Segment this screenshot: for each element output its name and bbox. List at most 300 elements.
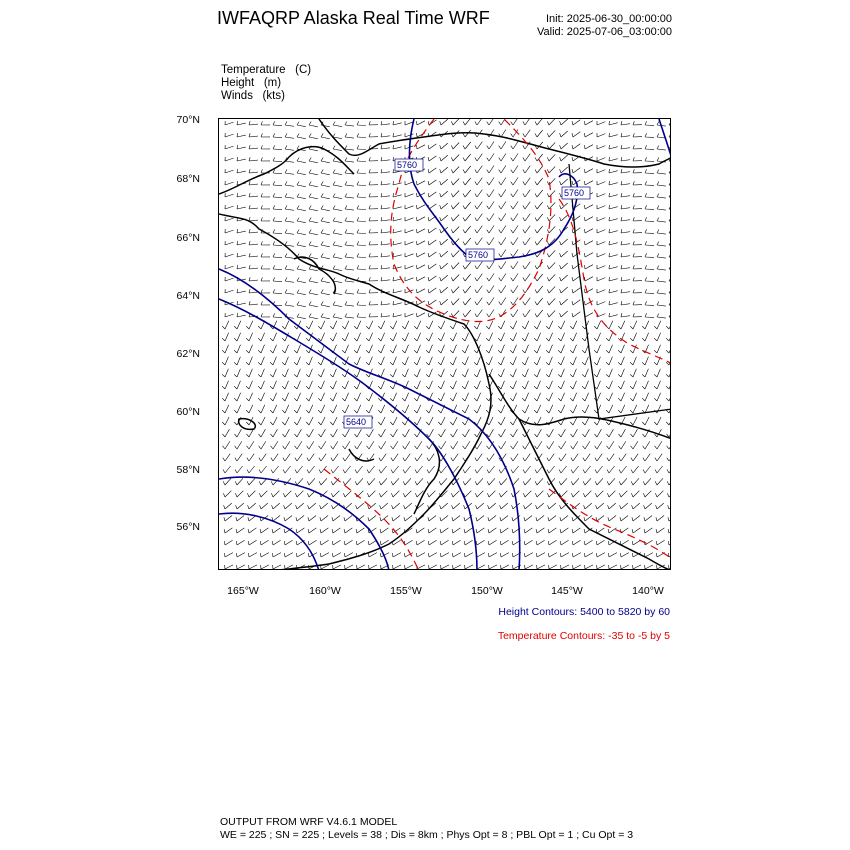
wind-barb [381, 265, 390, 269]
wind-barb [560, 311, 568, 317]
wind-barb [258, 357, 264, 365]
wind-barb [523, 478, 531, 485]
wind-barb [417, 205, 426, 209]
wind-barb [535, 238, 543, 245]
wind-barb [594, 321, 601, 329]
wind-barb [330, 321, 337, 329]
wind-barb [402, 393, 408, 401]
wind-barb [282, 393, 288, 401]
wind-barb [547, 154, 555, 161]
wind-barb [669, 242, 671, 247]
wind-barb [234, 345, 240, 353]
wind-barb [225, 289, 234, 293]
wind-barb [594, 345, 600, 353]
wind-barb [246, 369, 252, 377]
wind-barb [321, 314, 330, 319]
wind-barb [656, 503, 664, 509]
wind-barb [558, 321, 565, 329]
wind-barb [405, 181, 413, 185]
wind-barb [261, 253, 270, 257]
wind-barb [657, 254, 666, 259]
wind-barb [321, 170, 330, 175]
wind-barb [498, 417, 505, 425]
wind-barb [321, 182, 330, 187]
wind-barb [415, 454, 422, 461]
wind-barb [379, 466, 387, 473]
wind-barb [378, 333, 384, 341]
wind-barb [632, 516, 640, 522]
wind-barb [572, 540, 580, 545]
wind-barb [223, 491, 231, 497]
wind-barb [621, 193, 630, 197]
wind-barb [654, 381, 660, 389]
wind-barb [321, 134, 330, 139]
wind-barb [272, 553, 281, 557]
wind-barb [309, 182, 318, 187]
wind-barb [402, 405, 409, 413]
wind-barb [523, 466, 531, 473]
wind-barb [596, 528, 604, 533]
wind-barb [390, 357, 396, 365]
wind-barb [380, 503, 388, 509]
wind-barb [236, 516, 244, 522]
wind-barb [597, 217, 605, 221]
wind-barb [357, 265, 366, 269]
wind-barb [354, 357, 360, 365]
wind-barb [331, 429, 338, 437]
wind-barb [331, 454, 338, 461]
wind-barb [440, 553, 449, 557]
wind-barb [296, 528, 304, 533]
wind-barb [451, 454, 458, 461]
wind-barb [285, 278, 294, 283]
wind-barb [271, 491, 279, 497]
wind-barb [487, 178, 494, 186]
wind-barb [644, 516, 652, 522]
wind-barb [546, 345, 552, 353]
wind-barb [330, 393, 336, 401]
wind-barb [391, 441, 398, 449]
wind-barb [463, 190, 471, 197]
wind-barb [621, 157, 630, 161]
wind-barb [307, 429, 314, 437]
wind-barb [511, 262, 518, 270]
wind-barb [572, 553, 581, 557]
wind-barb [499, 429, 506, 437]
wind-barb [378, 357, 384, 365]
wind-barb [237, 229, 246, 233]
wind-barb [235, 454, 242, 461]
wind-barb [463, 466, 471, 473]
wind-barb [355, 429, 362, 437]
wind-barb [306, 405, 313, 413]
wind-barb [355, 466, 363, 473]
wind-barb [606, 345, 612, 353]
wind-barb [282, 345, 288, 353]
wind-barb [393, 301, 402, 305]
wind-barb [546, 381, 552, 389]
wind-barb [236, 503, 244, 509]
wind-barb [451, 155, 459, 162]
wind-barb [523, 154, 530, 161]
contour-label: 5760 [564, 188, 585, 198]
wind-barb [414, 381, 420, 389]
wind-barb [631, 466, 639, 473]
wind-barb [249, 181, 258, 185]
wind-barb [631, 429, 638, 437]
wind-barb [667, 441, 671, 449]
wind-barb [381, 181, 390, 185]
wind-barb [475, 202, 483, 209]
wind-barb [223, 478, 231, 485]
wind-barb [607, 441, 614, 449]
wind-barb [645, 301, 654, 305]
wind-barb [630, 381, 636, 389]
wind-barb [368, 553, 377, 557]
wind-barb [597, 145, 605, 149]
wind-barb [499, 190, 506, 198]
wind-barb [475, 142, 483, 149]
wind-barb [259, 466, 267, 473]
wind-barb [297, 290, 306, 295]
wind-barb [333, 242, 342, 247]
wind-barb [270, 405, 277, 413]
wind-barb [559, 454, 566, 461]
wind-barb [294, 381, 300, 389]
wind-barb [247, 478, 255, 485]
wind-barb [309, 290, 318, 295]
wind-barb [464, 540, 472, 545]
wind-barb [475, 190, 483, 197]
wind-barb [270, 345, 276, 353]
wind-barb [464, 528, 472, 533]
wind-barb [620, 516, 628, 522]
wind-barb [560, 131, 568, 137]
wind-barb [632, 503, 640, 509]
wind-barb [308, 503, 316, 509]
wind-barb [596, 516, 604, 522]
wind-barb [381, 133, 390, 137]
wind-barb [645, 133, 654, 137]
wind-barb [272, 503, 280, 509]
wind-barb [440, 503, 448, 509]
wind-barb [249, 241, 258, 245]
wind-barb [225, 121, 234, 125]
wind-barb [273, 565, 281, 569]
wind-barb [393, 229, 402, 233]
wind-barb [511, 154, 518, 162]
wind-barb [585, 313, 593, 317]
wind-barb [333, 254, 342, 259]
plot-title: IWFAQRP Alaska Real Time WRF [217, 8, 490, 28]
wind-barb [333, 565, 341, 569]
wind-barb [511, 429, 518, 437]
wind-barb [475, 274, 483, 281]
wind-barb [366, 405, 373, 413]
wind-barb [523, 262, 530, 269]
wind-barb [333, 206, 342, 211]
wind-barb [247, 491, 255, 497]
wind-barb [606, 333, 612, 341]
wind-barb [222, 333, 228, 341]
wind-barb [297, 314, 306, 319]
wind-barb [463, 298, 471, 305]
wind-barb [572, 528, 580, 533]
wind-barb [534, 393, 540, 401]
wind-barb [633, 289, 642, 293]
wind-barb [357, 289, 366, 293]
wind-barb [597, 157, 605, 161]
wind-barb [321, 158, 330, 163]
wind-barb [669, 182, 671, 187]
wind-barb [476, 540, 484, 545]
wind-barb [486, 333, 492, 341]
wind-barb [426, 321, 433, 329]
wind-barb [668, 503, 671, 509]
wind-barb [237, 157, 246, 161]
wind-barb [511, 454, 518, 461]
wind-barb [345, 254, 354, 259]
wind-barb [511, 166, 518, 174]
wind-barb [357, 169, 366, 173]
wind-barb [297, 182, 306, 187]
wind-barb [261, 157, 270, 161]
wind-barb [606, 369, 612, 377]
wind-barb [657, 266, 666, 271]
wind-barb [451, 429, 458, 437]
wind-barb [657, 302, 666, 307]
wind-barb [285, 290, 294, 295]
wind-barb [487, 214, 494, 222]
wind-barb [669, 314, 671, 319]
wind-barb [379, 454, 386, 461]
wind-barb [282, 417, 289, 425]
wind-barb [428, 288, 436, 293]
wind-barb [657, 206, 666, 211]
wind-barb [381, 217, 390, 221]
wind-barb [630, 333, 636, 341]
wind-barb [666, 345, 671, 353]
wind-barb [669, 266, 671, 271]
wind-barb [297, 218, 306, 223]
wind-barb [222, 417, 229, 425]
wind-barb [499, 142, 506, 150]
wind-barb [417, 289, 426, 293]
wind-barb [428, 528, 436, 533]
wind-barb [306, 417, 313, 425]
wind-barb [475, 226, 483, 233]
wind-barb [273, 145, 282, 149]
wind-barb [487, 274, 494, 282]
wind-barb [609, 253, 618, 257]
wind-barb [560, 516, 568, 522]
wind-barb [367, 491, 375, 497]
wind-barb [475, 214, 483, 221]
wind-barb [309, 158, 318, 163]
wind-barb [523, 454, 530, 461]
wind-barb [320, 503, 328, 509]
wind-barb [669, 290, 671, 295]
contour-label: 5760 [397, 160, 418, 170]
wind-barb [487, 226, 494, 234]
wind-barb [355, 478, 363, 485]
wind-barb [393, 565, 401, 569]
wind-barb [440, 251, 448, 257]
wind-barb [333, 194, 342, 199]
wind-barb [583, 429, 590, 437]
lat-label: 68°N [176, 173, 200, 185]
wind-barb [273, 169, 282, 173]
wind-barb [560, 299, 568, 305]
wind-barb [570, 381, 576, 389]
wind-barb [451, 203, 459, 210]
wind-barb [296, 503, 304, 509]
wind-barb [402, 321, 409, 329]
wind-barb [295, 491, 303, 497]
wind-barb [559, 429, 566, 437]
wind-barb [222, 357, 228, 365]
wind-barb [475, 262, 483, 269]
wind-barb [487, 310, 494, 318]
wind-barb [510, 345, 516, 353]
wind-barb [237, 241, 246, 245]
wind-barb [487, 238, 494, 246]
wind-barb [330, 381, 336, 389]
wind-barb [318, 381, 324, 389]
wind-barb [669, 194, 671, 199]
wind-barb [487, 491, 495, 497]
wind-barb [474, 405, 481, 413]
wind-barb [547, 274, 555, 281]
wind-barb [547, 441, 554, 449]
wind-barb [342, 381, 348, 389]
wind-barb [258, 369, 264, 377]
wind-barb [560, 239, 568, 245]
wind-barb [547, 310, 555, 317]
wind-barb [510, 333, 516, 341]
wind-barb [620, 540, 628, 545]
wind-barb [642, 381, 648, 389]
wind-barb [668, 540, 671, 545]
wind-barb [439, 466, 447, 473]
wind-barb [321, 206, 330, 211]
wind-barb [511, 298, 518, 306]
wind-barb [332, 516, 340, 522]
time-info [537, 13, 672, 39]
wind-barb [668, 528, 671, 533]
wind-barb [308, 516, 316, 522]
wind-barb [405, 133, 413, 137]
wind-barb [585, 277, 593, 281]
wind-barb [523, 166, 530, 173]
wind-barb [452, 528, 460, 533]
wind-barb [655, 491, 663, 497]
wind-barb [645, 229, 654, 233]
wind-barb [417, 313, 426, 317]
wind-barb [619, 491, 627, 497]
wind-barb [439, 478, 447, 485]
lat-label: 64°N [176, 290, 200, 302]
wind-barb [343, 466, 351, 473]
wind-barb [295, 429, 302, 437]
wind-barb [393, 133, 402, 137]
wind-barb [331, 491, 339, 497]
wind-barb [357, 193, 366, 197]
wind-barb [320, 528, 328, 533]
wind-barb [536, 516, 544, 522]
wind-barb [294, 369, 300, 377]
wind-barb [391, 429, 398, 437]
wind-barb [297, 230, 306, 235]
wind-barb [621, 289, 630, 293]
wind-barb [249, 277, 258, 281]
wind-barb [378, 321, 385, 329]
lon-label: 140°W [632, 585, 664, 597]
wind-barb [582, 393, 588, 401]
wind-barb [609, 181, 618, 185]
wind-barb [297, 266, 306, 271]
wind-barb [645, 181, 654, 185]
wind-barb [332, 553, 341, 557]
wind-barb [666, 333, 671, 341]
wind-barb [487, 154, 494, 162]
wind-barb [500, 516, 508, 522]
wind-barb [474, 381, 480, 389]
wind-barb [547, 250, 555, 257]
wind-barb [391, 466, 399, 473]
wind-barb [270, 333, 276, 341]
wind-barb [330, 405, 337, 413]
wind-barb [597, 253, 605, 257]
wind-barb [237, 121, 246, 125]
wind-barb [417, 265, 426, 269]
wind-barb [667, 478, 671, 485]
wind-barb [429, 565, 437, 569]
wind-barb [440, 287, 448, 293]
wind-barb [428, 264, 436, 269]
wind-barb [584, 516, 592, 522]
wind-barb [309, 170, 318, 175]
wind-barb [463, 310, 471, 317]
wind-barb [499, 154, 506, 162]
wind-barb [345, 206, 354, 211]
wind-barb [369, 277, 378, 281]
init-time: Init: 2025-06-30_00:00:00 [546, 13, 672, 25]
wind-barb [273, 157, 282, 161]
wind-barb [621, 565, 629, 569]
temperature-legend: Temperature Contours: -35 to -5 by 5 [497, 630, 670, 642]
wind-barb [642, 357, 648, 365]
wind-barb [428, 240, 436, 245]
wind-barb [405, 229, 413, 233]
wind-barb [633, 169, 642, 173]
wind-barb [306, 393, 312, 401]
wind-barb [297, 134, 306, 139]
wind-barb [633, 265, 642, 269]
wind-barb [222, 393, 228, 401]
wind-barb [476, 553, 485, 557]
wind-barb [296, 553, 305, 557]
wind-barb [534, 405, 541, 413]
wind-barb [417, 145, 426, 149]
wind-barb [548, 553, 557, 557]
wind-barb [558, 393, 564, 401]
wind-barb [486, 357, 492, 365]
wind-barb [381, 313, 390, 317]
wind-barb [333, 170, 342, 175]
wind-barb [405, 241, 413, 245]
wind-barb [440, 239, 448, 245]
